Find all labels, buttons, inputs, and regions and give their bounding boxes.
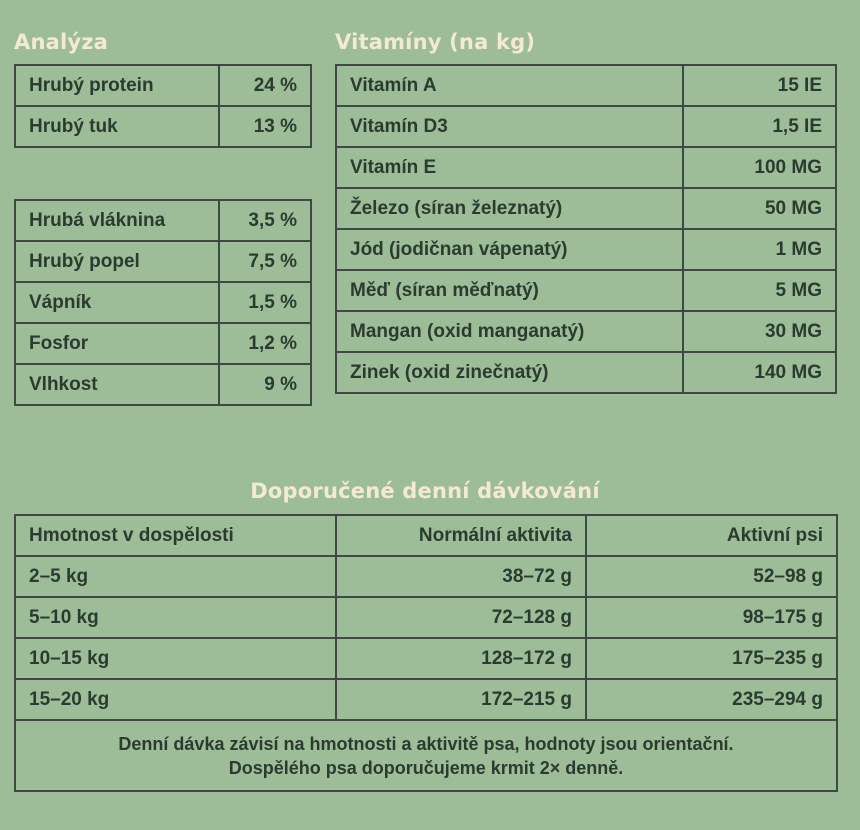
table-row xyxy=(15,106,311,147)
table-row xyxy=(336,188,836,229)
column-header: Normální aktivita xyxy=(336,515,586,556)
vitamin-name: Jód (jodičnan vápenatý) xyxy=(336,229,683,270)
analysis-value: 7,5 % xyxy=(219,241,311,282)
vitamin-name: Vitamín A xyxy=(336,65,683,106)
analysis-name: Hrubá vláknina xyxy=(15,200,219,241)
analysis-name: Hrubý protein xyxy=(15,65,219,106)
active-dogs-cell: 235–294 g xyxy=(586,679,837,720)
table-row xyxy=(336,352,836,393)
weight-cell: 5–10 kg xyxy=(15,597,336,638)
analysis-value: 13 % xyxy=(219,106,311,147)
analysis-name: Vápník xyxy=(15,282,219,323)
column-header: Hmotnost v dospělosti xyxy=(15,515,336,556)
vitamin-name: Vitamín D3 xyxy=(336,106,683,147)
table-row xyxy=(336,270,836,311)
analysis-name: Vlhkost xyxy=(15,364,219,405)
table-row xyxy=(336,147,836,188)
table-row xyxy=(15,720,837,791)
table-row xyxy=(15,65,311,106)
table-row xyxy=(336,311,836,352)
analysis-table-1 xyxy=(14,64,312,148)
analysis-name: Hrubý popel xyxy=(15,241,219,282)
vitamin-value: 1 MG xyxy=(683,229,836,270)
analysis-value: 1,2 % xyxy=(219,323,311,364)
dosage-title: Doporučené denní dávkování xyxy=(250,479,600,503)
table-row xyxy=(15,241,311,282)
table-row xyxy=(15,679,837,720)
active-dogs-cell: 98–175 g xyxy=(586,597,837,638)
dosage-note xyxy=(15,720,837,791)
table-row xyxy=(15,556,837,597)
vitamin-name: Měď (síran měďnatý) xyxy=(336,270,683,311)
vitamins-table xyxy=(335,64,837,394)
vitamin-value: 1,5 IE xyxy=(683,106,836,147)
weight-cell: 15–20 kg xyxy=(15,679,336,720)
table-row xyxy=(15,200,311,241)
vitamin-value: 100 MG xyxy=(683,147,836,188)
analysis-table-2 xyxy=(14,199,312,406)
analysis-value: 9 % xyxy=(219,364,311,405)
vitamin-value: 30 MG xyxy=(683,311,836,352)
table-row xyxy=(336,65,836,106)
table-row xyxy=(15,364,311,405)
vitamins-title: Vitamíny (na kg) xyxy=(335,30,536,54)
table-row xyxy=(336,229,836,270)
active-dogs-cell: 52–98 g xyxy=(586,556,837,597)
vitamin-value: 140 MG xyxy=(683,352,836,393)
vitamin-name: Železo (síran železnatý) xyxy=(336,188,683,229)
vitamin-name: Zinek (oxid zinečnatý) xyxy=(336,352,683,393)
analysis-value: 3,5 % xyxy=(219,200,311,241)
vitamin-value: 15 IE xyxy=(683,65,836,106)
vitamin-name: Vitamín E xyxy=(336,147,683,188)
vitamin-name: Mangan (oxid manganatý) xyxy=(336,311,683,352)
normal-activity-cell: 72–128 g xyxy=(336,597,586,638)
dosage-note-line: Dospělého psa doporučujeme krmit 2× denně. xyxy=(228,757,624,778)
dosage-note-line: Denní dávka závisí na hmotnosti a aktivitě psa, hodnoty jsou orientační. xyxy=(118,733,734,754)
table-row xyxy=(15,323,311,364)
weight-cell: 2–5 kg xyxy=(15,556,336,597)
vitamin-value: 5 MG xyxy=(683,270,836,311)
normal-activity-cell: 172–215 g xyxy=(336,679,586,720)
table-header-row xyxy=(15,515,837,556)
analysis-name: Hrubý tuk xyxy=(15,106,219,147)
vitamin-value: 50 MG xyxy=(683,188,836,229)
analysis-value: 24 % xyxy=(219,65,311,106)
analysis-value: 1,5 % xyxy=(219,282,311,323)
weight-cell: 10–15 kg xyxy=(15,638,336,679)
table-row xyxy=(15,282,311,323)
normal-activity-cell: 38–72 g xyxy=(336,556,586,597)
column-header: Aktivní psi xyxy=(586,515,837,556)
analysis-name: Fosfor xyxy=(15,323,219,364)
active-dogs-cell: 175–235 g xyxy=(586,638,837,679)
table-row xyxy=(15,597,837,638)
table-row xyxy=(336,106,836,147)
normal-activity-cell: 128–172 g xyxy=(336,638,586,679)
analysis-title: Analýza xyxy=(14,30,109,54)
dosage-table xyxy=(14,514,838,792)
table-row xyxy=(15,638,837,679)
